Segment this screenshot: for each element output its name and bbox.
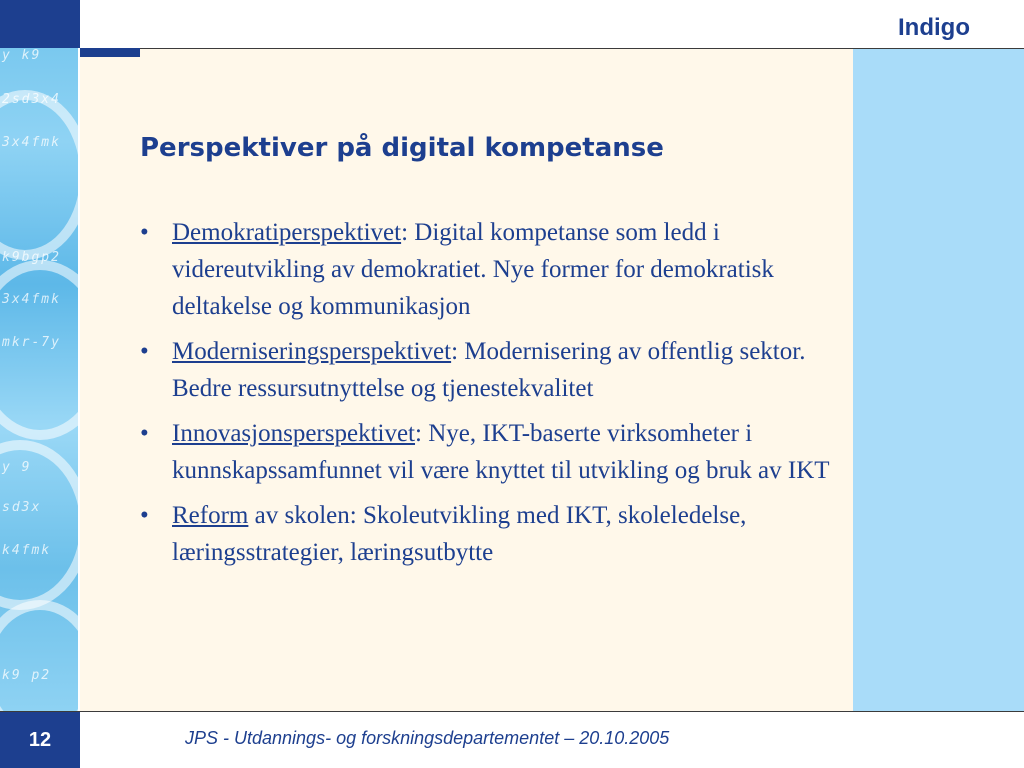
bullet-text: : Modernisering av offentlig sektor. Bedre ressursutnyttelse og tjenestekvalitet — [172, 338, 806, 402]
strip-glyphs: k9bgp2 — [2, 250, 61, 265]
bullet-item — [137, 415, 849, 489]
swirl-decoration — [0, 90, 78, 260]
right-side-panel — [853, 49, 1024, 711]
bullet-term: Demokratiperspektivet — [172, 219, 402, 246]
strip-glyphs: 3x4fmk — [2, 135, 61, 150]
bullet-item — [137, 214, 849, 325]
slide-title: Perspektiver på digital kompetanse — [140, 133, 664, 163]
footer-text: JPS - Utdannings- og forskningsdepartementet – 20.10.2005 — [185, 728, 670, 748]
strip-glyphs: sd3x — [2, 500, 42, 515]
header-accent-tab — [80, 48, 140, 57]
decorative-side-strip — [0, 0, 78, 711]
swirl-decoration — [0, 260, 78, 440]
bullet-term: Moderniseringsperspektivet — [172, 338, 452, 365]
strip-glyphs: 3x4fmk — [2, 292, 61, 307]
bullet-dot: • — [140, 502, 149, 529]
page-number: 12 — [28, 729, 52, 751]
bullet-dot: • — [140, 219, 149, 246]
bullet-dot: • — [140, 338, 149, 365]
strip-glyphs: k4fmk — [2, 543, 52, 558]
bullet-term: Reform — [172, 502, 249, 529]
strip-glyphs: 2sd3x4 — [2, 92, 61, 107]
bullet-item — [137, 497, 849, 571]
bullet-text: : Nye, IKT-baserte virksomheter i kunnskapssamfunnet vil være knyttet til utvikling og bruk av IKT — [172, 420, 830, 484]
strip-glyphs: y k9 — [2, 48, 42, 63]
corner-block — [0, 0, 80, 48]
swirl-decoration — [0, 600, 78, 711]
bullet-list — [137, 214, 849, 579]
bullet-text: : Digital kompetanse som ledd i videreutvikling av demokratiet. Nye former for demokratisk deltakelse og kommunikasjon — [172, 219, 774, 320]
brand-logo-text: Indigo — [898, 14, 970, 41]
bullet-item — [137, 333, 849, 407]
bullet-dot: • — [140, 420, 149, 447]
strip-glyphs: k9 p2 — [2, 668, 52, 683]
strip-glyphs: y 9 — [2, 460, 32, 475]
bullet-term: Innovasjonsperspektivet — [172, 420, 416, 447]
bullet-text: av skolen: Skoleutvikling med IKT, skoleledelse, læringsstrategier, læringsutbytte — [172, 502, 747, 566]
strip-glyphs: mkr-7y — [2, 335, 61, 350]
footer-divider — [0, 711, 1024, 712]
